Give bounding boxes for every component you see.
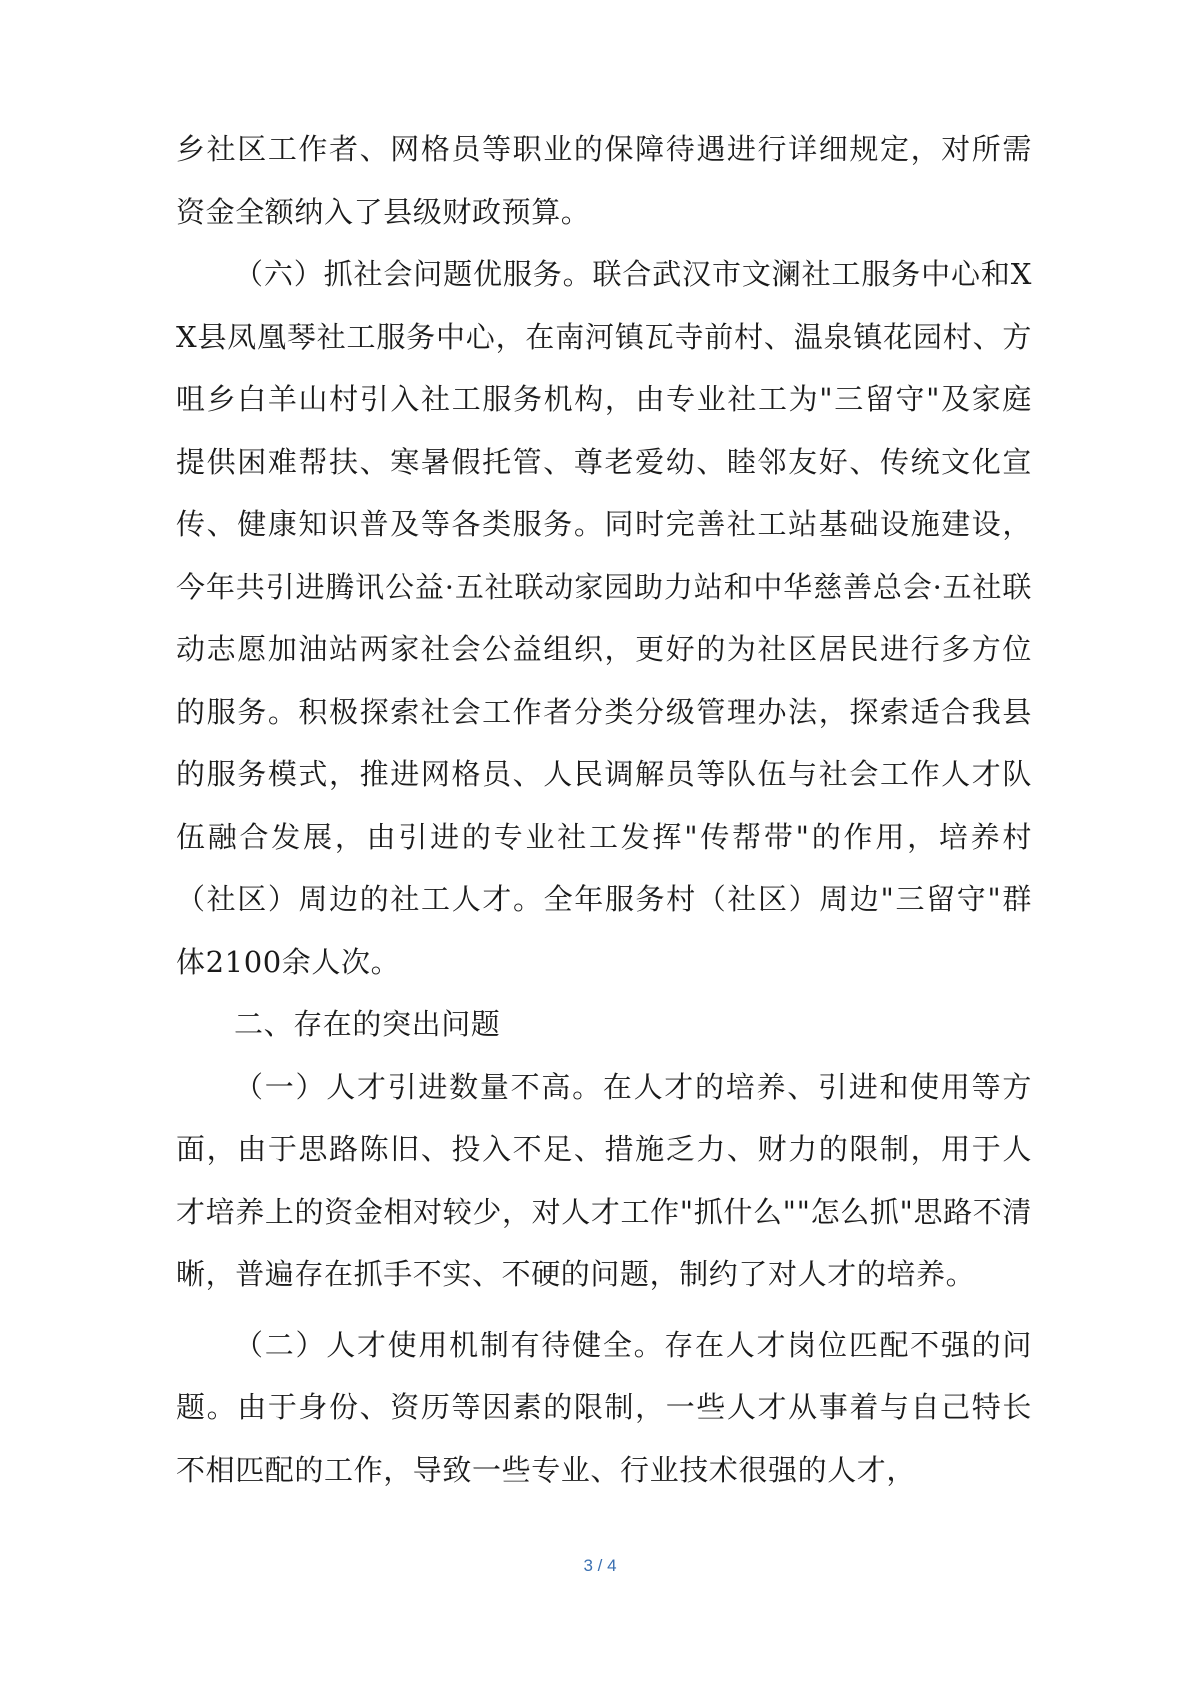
paragraph-problem-2: （二）人才使用机制有待健全。存在人才岗位匹配不强的问题。由于身份、资历等因素的限制，一些人才从事着与自己特长不相匹配的工作，导致一些专业、行业技术很强的人才， [176,1327,1032,1487]
paragraph-section-6: （六）抓社会问题优服务。联合武汉市文澜社工服务中心和XX县凤凰琴社工服务中心，在南河镇瓦寺前村、温泉镇花园村、方咀乡白羊山村引入社工服务机构，由专业社工为"三留守"及家庭提供困难帮扶、寒暑假托管、尊老爱幼、睦邻友好、传统文化宣传、健康知识普及等各类服务。同时完善社工站基础设施建设，今年共引进腾讯公益·五社联动家园助力站和中华慈善总会·五社联动志愿加油站两家社会公益组织，更好的为社区居民进行多方位的服务。积极探索社会工作者分类分级管理办法，探索适合我县的服务模式，推进网格员、人民调解员等队伍与社会工作人才队伍融合发展，由引进的专业社工发挥"传帮带"的作用，培养村（社区）周边的社工人才。全年服务村（社区）周边"三留守"群体2100余人次。 [176,257,1032,979]
section-heading-problems: 二、存在的突出问题 [234,1007,501,1041]
paragraph-problem-1: （一）人才引进数量不高。在人才的培养、引进和使用等方面，由于思路陈旧、投入不足、措施乏力、财力的限制，用于人才培养上的资金相对较少，对人才工作"抓什么""怎么抓"思路不清晰，普遍存在抓手不实、不硬的问题，制约了对人才的培养。 [176,1069,1032,1291]
document-body [176,118,1032,1501]
page-number: 3 / 4 [583,1556,617,1575]
paragraph-continued: 乡社区工作者、网格员等职业的保障待遇进行详细规定，对所需资金全额纳入了县级财政预算。 [176,132,1032,229]
